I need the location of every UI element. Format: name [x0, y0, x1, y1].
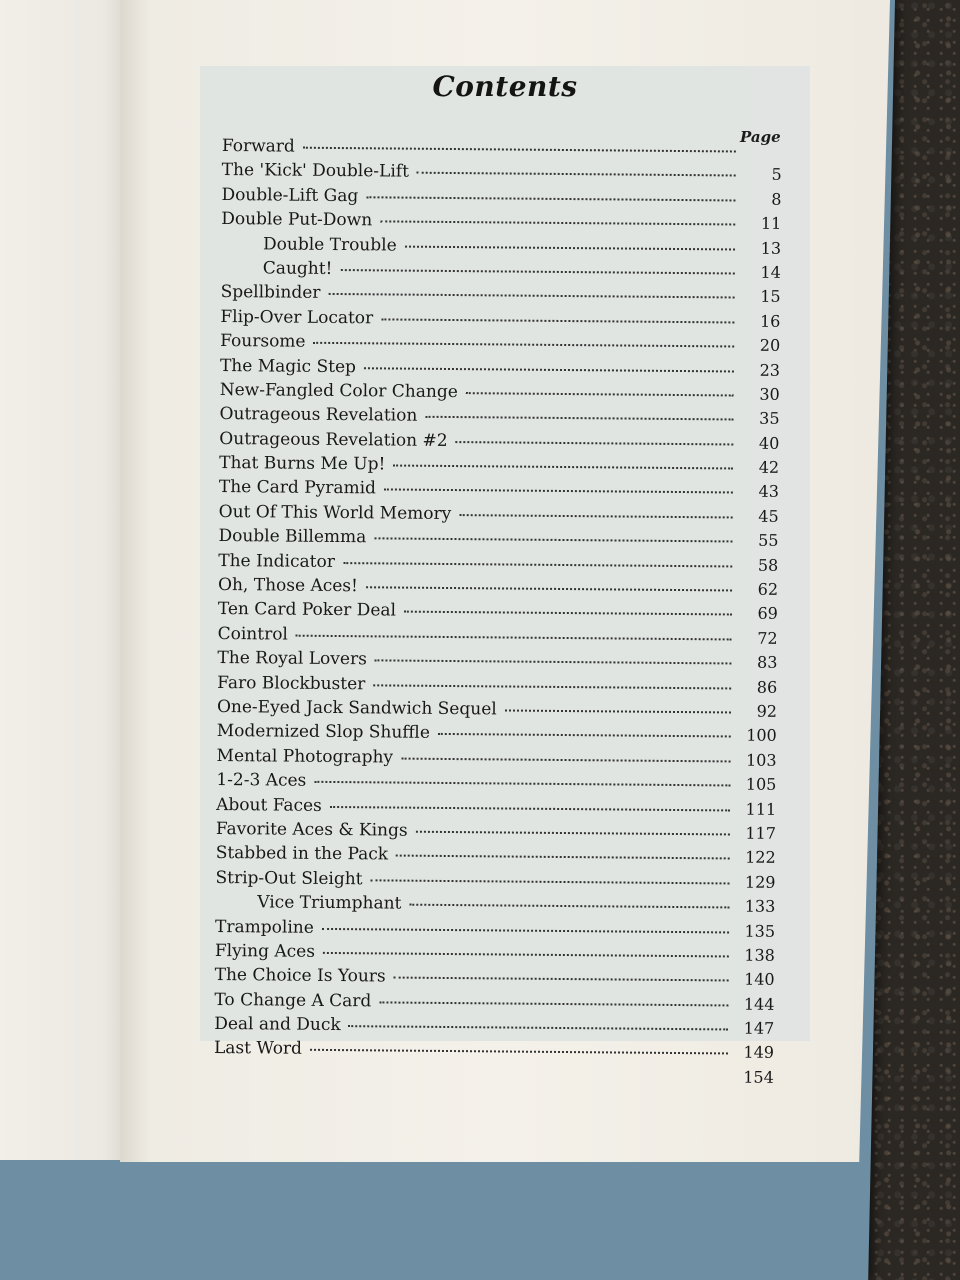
dot-leader: [379, 1000, 728, 1006]
toc-entry-page: 35: [759, 408, 780, 429]
toc-entry-title: Last Word: [213, 1038, 303, 1060]
dot-leader: [466, 391, 734, 396]
toc-entry-page: 42: [758, 457, 780, 477]
toc-entry-title: Modernized Slop Shuffle: [216, 721, 431, 744]
toc-entry: [214, 1063, 774, 1092]
dot-leader: [384, 488, 733, 494]
toc-entry-title: Out Of This World Memory: [218, 501, 452, 524]
toc-entry-page: 133: [744, 896, 776, 916]
dot-leader: [366, 195, 735, 201]
toc-entry-title: The Royal Lovers: [217, 648, 367, 670]
dot-leader: [425, 415, 733, 421]
dot-leader: [374, 537, 732, 543]
toc-entry-page: 11: [760, 213, 782, 234]
toc-entry-page: 147: [743, 1018, 775, 1038]
toc-entry-page: 23: [759, 360, 781, 380]
toc-entry-title: About Faces: [216, 794, 322, 816]
toc-entry-title: Vice Triumphant: [257, 892, 402, 914]
dot-leader: [330, 805, 730, 811]
dot-leader: [296, 633, 732, 640]
dot-leader: [328, 292, 734, 299]
dot-leader: [323, 951, 729, 958]
toc-entry-page: 129: [744, 872, 776, 892]
toc-entry-title: Foursome: [220, 331, 306, 352]
toc-entry-page: 16: [759, 311, 781, 331]
dot-leader: [375, 659, 732, 665]
toc-entry-page: 144: [743, 994, 775, 1014]
dot-leader: [456, 440, 734, 445]
toc-entry-title: Cointrol: [217, 623, 289, 645]
toc-entry-page: 138: [744, 945, 775, 965]
dot-leader: [303, 146, 736, 153]
toc-entry-title: Flying Aces: [214, 940, 316, 962]
toc-entry-title: Faro Blockbuster: [217, 672, 366, 694]
toc-entry-title: Double Put-Down: [221, 209, 373, 231]
toc-entry-title: Strip-Out Sleight: [215, 867, 363, 889]
toc-entry-page: 43: [758, 482, 779, 502]
toc-entry-page: 20: [759, 335, 781, 356]
toc-entry-title: Caught!: [262, 258, 333, 279]
toc-entry-page: 15: [760, 287, 781, 307]
toc-entry-page: 5: [771, 165, 782, 185]
toc-entry-title: Favorite Aces & Kings: [215, 818, 408, 841]
toc-entry-page: 14: [760, 262, 781, 282]
toc-entry-title: One-Eyed Jack Sandwich Sequel: [216, 696, 497, 720]
toc-entry-page: 154: [743, 1067, 774, 1087]
dot-leader: [349, 1024, 729, 1030]
toc-entry-title: New-Fangled Color Change: [219, 379, 458, 402]
toc-entry-page: 100: [746, 725, 777, 746]
toc-entry-page: 103: [745, 750, 777, 770]
toc-entry-page: 8: [771, 189, 782, 209]
dot-leader: [394, 976, 729, 982]
dot-leader: [459, 513, 732, 518]
dot-leader: [505, 708, 731, 713]
toc-entry-page: 122: [745, 847, 776, 868]
toc-entry-page: 117: [745, 823, 777, 843]
toc-entry-title: That Burns Me Up!: [219, 453, 386, 475]
toc-entry-title: Forward: [221, 136, 295, 157]
dot-leader: [371, 878, 730, 884]
toc-entry-page: 86: [756, 677, 778, 697]
toc-entry-title: The Indicator: [218, 550, 335, 572]
toc-entry-page: 111: [745, 799, 777, 819]
toc-entry-title: The Card Pyramid: [218, 477, 377, 499]
table-of-contents: [214, 136, 782, 1092]
dot-leader: [314, 341, 735, 348]
page-column-label: Page: [740, 128, 781, 146]
toc-entry-title: The Choice Is Yours: [214, 965, 386, 987]
toc-entry-page: 140: [744, 969, 775, 990]
dot-leader: [396, 854, 730, 860]
dot-leader: [322, 926, 729, 933]
toc-entry-title: To Change A Card: [214, 989, 372, 1012]
toc-entry-page: 13: [760, 238, 782, 258]
dot-leader: [366, 585, 732, 591]
toc-entry-page: 55: [758, 530, 779, 551]
dot-leader: [380, 220, 735, 226]
dot-leader: [381, 317, 734, 323]
toc-entry-title: Double-Lift Gag: [221, 184, 359, 206]
toc-entry-page: 30: [759, 384, 780, 404]
dot-leader: [343, 561, 732, 567]
toc-entry-title: Spellbinder: [220, 282, 321, 304]
dot-leader: [404, 610, 732, 616]
toc-entry-page: 105: [745, 774, 777, 795]
toc-entry-page: 72: [757, 628, 778, 648]
toc-entry-title: Flip-Over Locator: [220, 306, 374, 329]
page-title: Contents: [432, 70, 578, 103]
dot-leader: [373, 683, 731, 689]
dot-leader: [409, 903, 729, 909]
toc-entry-page: 92: [756, 701, 778, 721]
toc-entry-page: 45: [758, 506, 779, 526]
toc-entry-title: Stabbed in the Pack: [215, 843, 389, 865]
toc-entry-page: 62: [757, 579, 779, 599]
toc-entry-page: 149: [743, 1043, 775, 1063]
toc-entry-title: Deal and Duck: [214, 1014, 341, 1036]
dot-leader: [393, 464, 733, 470]
toc-entry-page: 58: [757, 555, 779, 575]
toc-entry-page: 135: [744, 921, 776, 941]
toc-entry-page: 83: [756, 652, 778, 673]
toc-entry-title: Trampoline: [215, 916, 314, 938]
dot-leader: [438, 732, 731, 738]
toc-entry-title: Outrageous Revelation #2: [219, 428, 448, 451]
dot-leader: [340, 268, 734, 274]
dot-leader: [401, 756, 731, 762]
dot-leader: [405, 244, 735, 250]
toc-entry-title: Mental Photography: [216, 745, 394, 768]
toc-entry-page: 40: [758, 433, 780, 453]
toc-entry-page: 69: [757, 604, 778, 624]
dot-leader: [314, 780, 730, 787]
dot-leader: [310, 1048, 728, 1055]
toc-entry-title: The 'Kick' Double-Lift: [221, 160, 410, 183]
dot-leader: [417, 171, 736, 177]
toc-entry-title: The Magic Step: [219, 355, 357, 377]
toc-entry-title: Outrageous Revelation: [219, 404, 418, 427]
dot-leader: [364, 366, 734, 372]
toc-entry-title: 1-2-3 Aces: [216, 770, 307, 791]
toc-entry-title: Double Billemma: [218, 526, 367, 548]
toc-entry-title: Ten Card Poker Deal: [217, 599, 397, 621]
left-page: [0, 0, 131, 1160]
toc-entry-title: Oh, Those Aces!: [217, 575, 358, 597]
toc-entry-title: Double Trouble: [262, 233, 397, 256]
dot-leader: [416, 830, 730, 836]
